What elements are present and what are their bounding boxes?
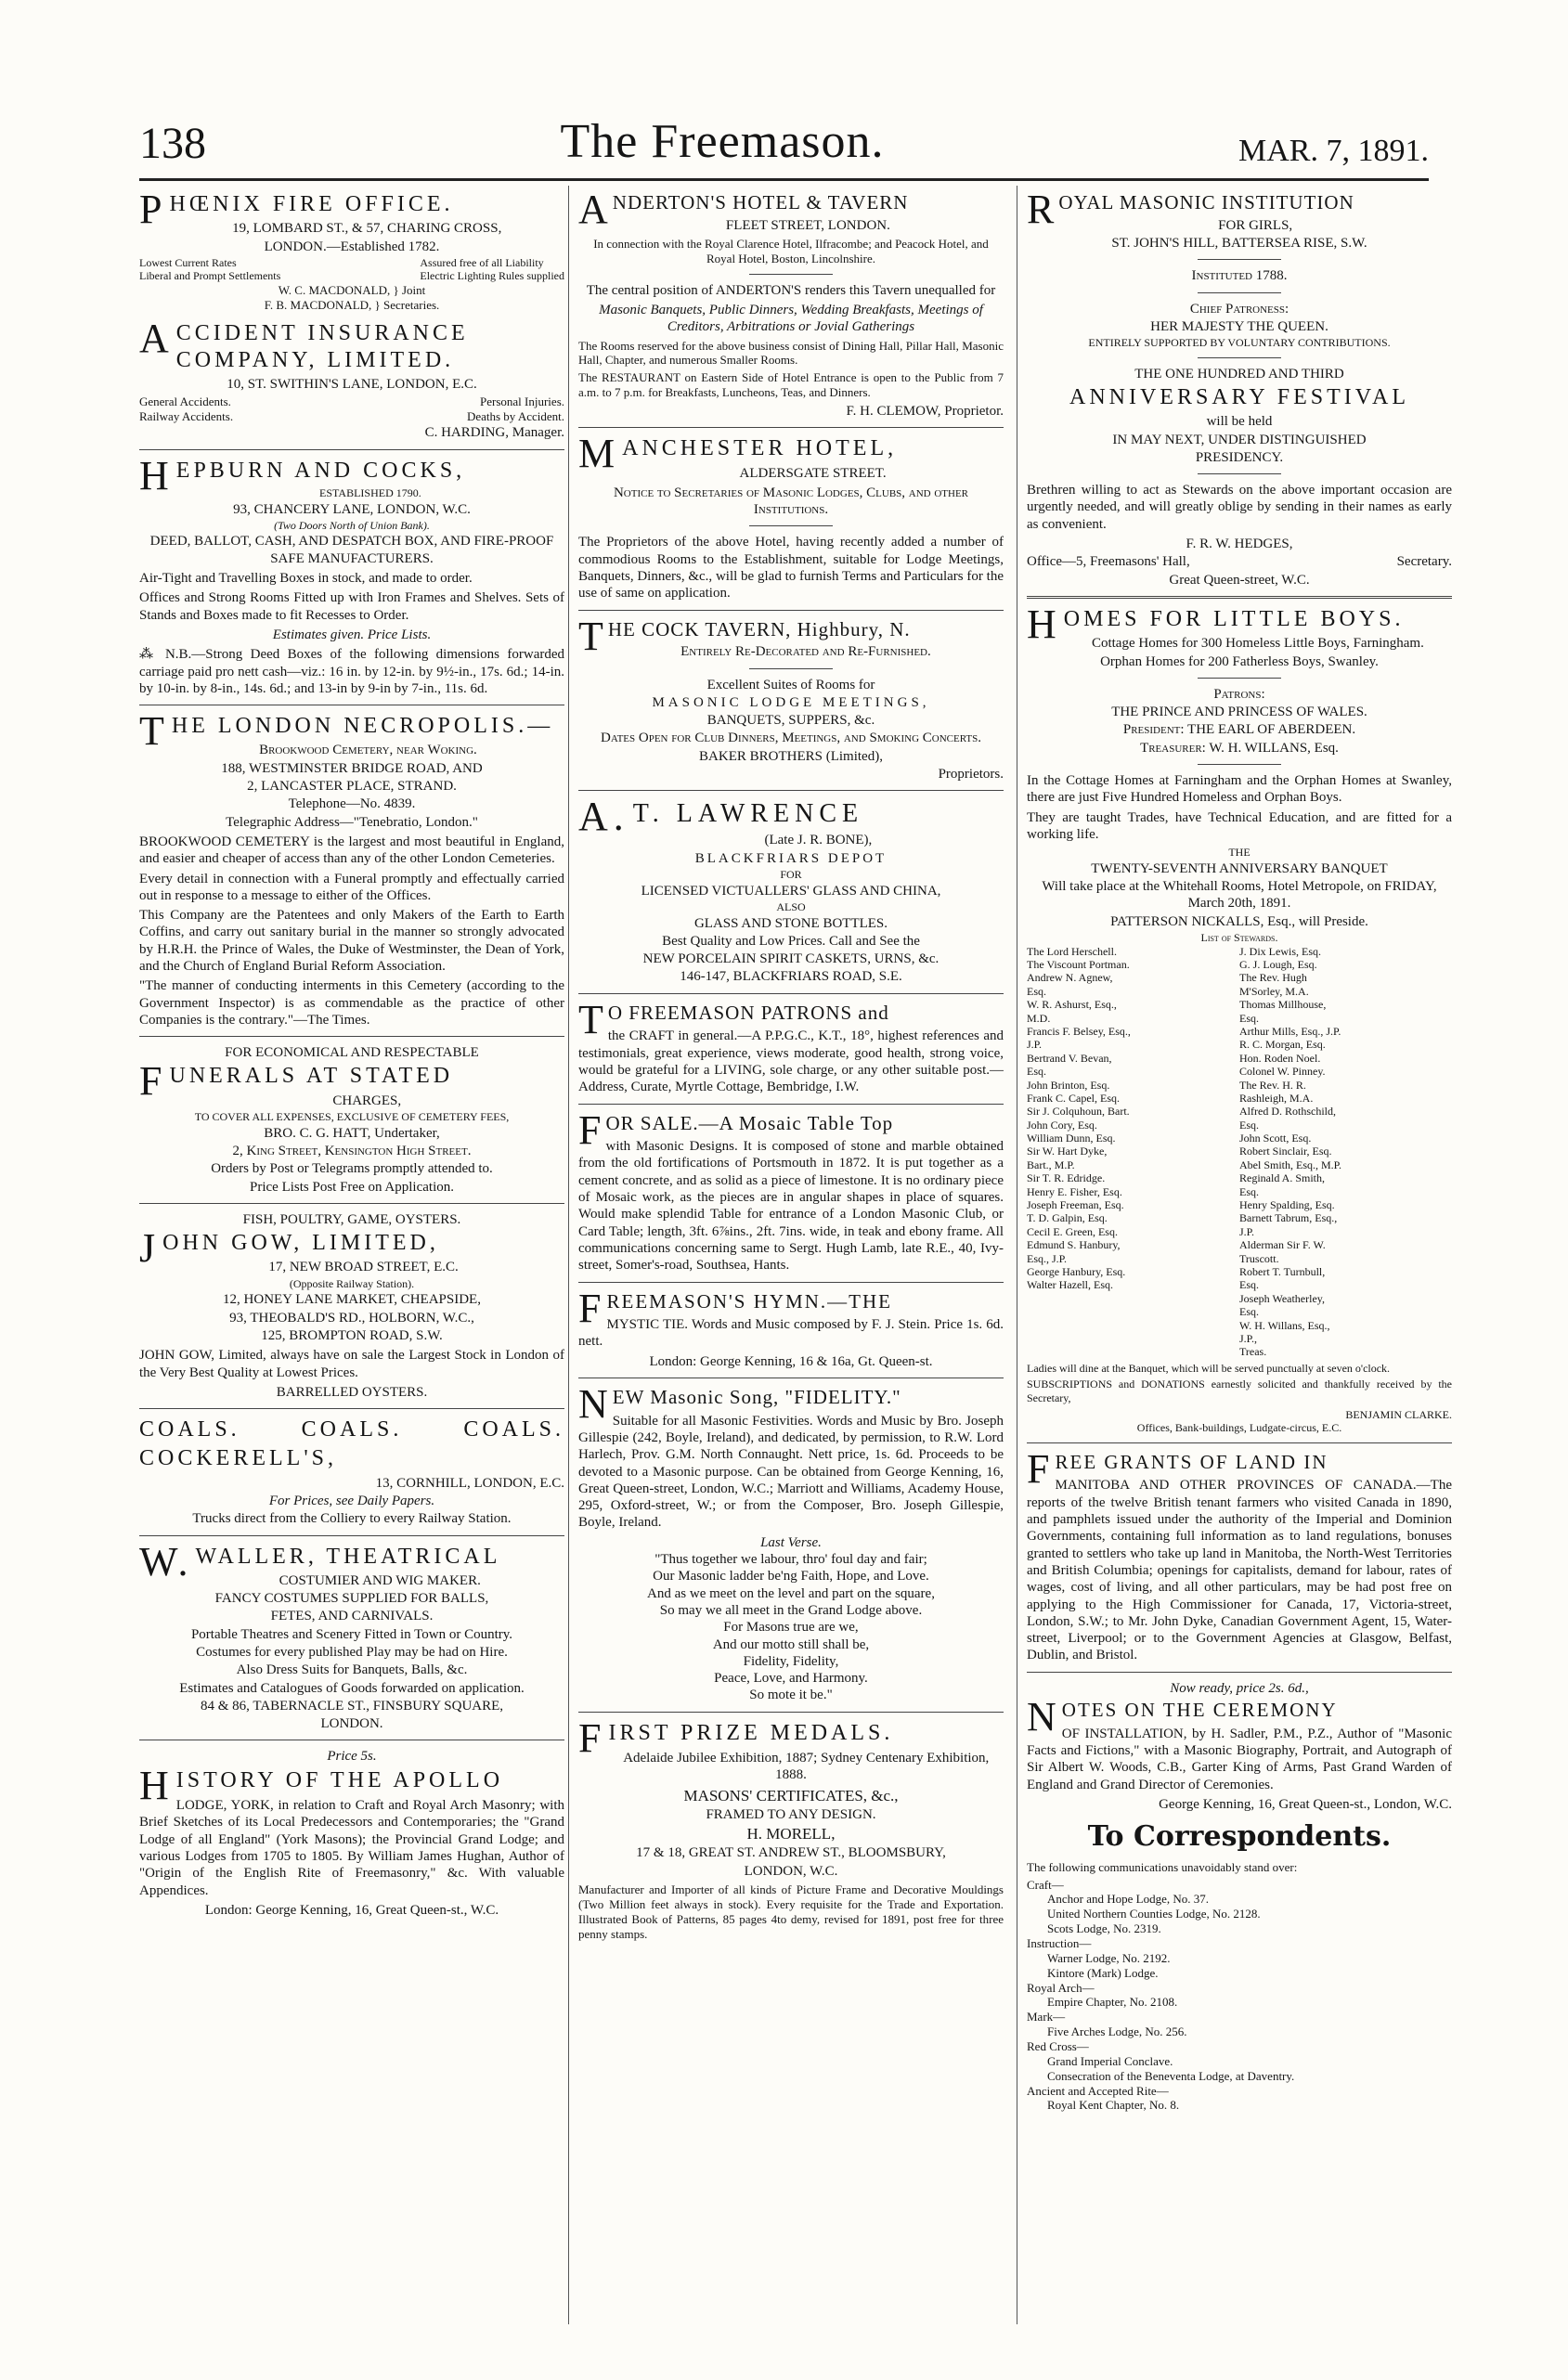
ad-anderton [578, 187, 1004, 420]
label: Treasurer: [1140, 740, 1206, 756]
stewards-right [1239, 945, 1452, 1359]
label: President: [1122, 722, 1185, 738]
ad-line: Estimates and Catalogues of Goods forwarded on application. [179, 1680, 525, 1696]
ad-line: THE ONE HUNDRED AND THIRD [1134, 366, 1344, 382]
ad-line: FOR ECONOMICAL AND RESPECTABLE [225, 1045, 479, 1061]
steward-name: John Scott, Esq. [1239, 1132, 1312, 1145]
steward-name: Andrew N. Agnew, Esq. [1027, 971, 1113, 998]
ad-line: HER MAJESTY THE QUEEN. [1150, 318, 1328, 334]
ad-line [1027, 721, 1452, 738]
ad-title: TO FREEMASON PATRONS and [578, 996, 889, 1042]
steward-name: Arthur Mills, Esq., J.P. [1239, 1024, 1341, 1038]
ad-line: MASONS' CERTIFICATES, &c., [683, 1786, 899, 1804]
divider [578, 1712, 1004, 1713]
value: THE EARL OF ABERDEEN. [1187, 722, 1356, 738]
correspondent-item: Consecration of the Beneventa Lodge, at Daventry. [1047, 2068, 1295, 2083]
ad-line: BAKER BROTHERS (Limited), [699, 748, 883, 764]
steward-name: Alderman Sir F. W. Truscott. [1239, 1238, 1326, 1265]
ad-line: CHARGES, [332, 1093, 402, 1108]
ad-address: 188, WESTMINSTER BRIDGE ROAD, AND [221, 760, 483, 776]
masthead-title: The Freemason. [560, 115, 885, 168]
ad-address: 19, LOMBARD ST., & 57, CHARING CROSS, [232, 221, 502, 237]
ad-title: JOHN GOW, LIMITED, [139, 1225, 439, 1272]
ad-title: FOR SALE.—A Mosaic Table Top [578, 1106, 894, 1153]
ad-address: LONDON, W.C. [744, 1863, 838, 1879]
ad-line: NEW PORCELAIN SPIRIT CASKETS, URNS, &c. [642, 951, 940, 967]
ad-title: ANDERTON'S HOTEL & TAVERN [578, 187, 909, 232]
column-2 [578, 186, 1004, 1948]
ad-text: the CRAFT in general.—A P.P.G.C., K.T., 18°, highest references and testimonials, great experience, views moderate, good health, strong voice, would be grateful for a LIVING, sole charge, or any other suitable post.—Address, Curate, Myrtle Cottage, Bembridge, I.W. [578, 1028, 1004, 1095]
ad-text: MANITOBA AND OTHER PROVINCES OF CANADA.—The reports of the twelve British tenant farmers who visited Canada in 1890, and pamphlets issued under the authority of the Imperial and Dominion Governments, containing full information as to land regulations, bonuses granted to settlers who take up land in Manitoba, the North-West Territories and British Columbia; openings for capitalists, demand for labour, rates of wages, cost of living, and all other particulars, may be had post free on applying to the High Commissioner for Canada, 17, Victoria-street, London, S.W.; to Mr. John Dyke, Canadian Government Agent, 15, Water-street, Liverpool; or to the Government Agencies at Glasgow, Belfast, Dublin, and Bristol. [1027, 1478, 1452, 1663]
ad-line: Lowest Current Rates Liberal and Prompt Settlements [139, 255, 281, 283]
steward-name: Joseph Weatherley, Esq. [1239, 1291, 1326, 1319]
correspondent-item: Mark— [1027, 2010, 1066, 2024]
ad-line: ALSO [776, 899, 806, 913]
steward-name: John Brinton, Esq. [1027, 1078, 1110, 1092]
correspondent-item: Ancient and Accepted Rite— [1027, 2083, 1169, 2098]
ad-line: FETES, AND CARNIVALS. [270, 1609, 434, 1624]
verse-line: So mote it be." [749, 1688, 833, 1703]
divider [1027, 1672, 1452, 1673]
steward-name: Bertrand V. Bevan, Esq. [1027, 1051, 1112, 1079]
ad-columns [1027, 553, 1452, 570]
divider [1027, 1442, 1452, 1443]
correspondent-item: United Northern Counties Lodge, No. 2128. [1047, 1907, 1261, 1921]
ad-text: Brethren willing to act as Stewards on the above important occasion are urgently needed, and will greatly oblige by sending in their names as early as convenient. [1027, 483, 1452, 532]
ad-line: (Opposite Railway Station). [289, 1276, 415, 1290]
ad-title: FREEMASON'S HYMN.—THE [578, 1285, 892, 1331]
ad-line: Secretary. [1396, 554, 1452, 570]
steward-name: The Rev. Hugh M'Sorley, M.A. [1239, 971, 1309, 998]
verse-line: And as we meet on the level and part on the square, [647, 1585, 935, 1601]
divider [1027, 596, 1452, 599]
ad-line: Price Lists Post Free on Application. [250, 1179, 454, 1195]
ad-notes-ceremony [1027, 1680, 1452, 1813]
ad-coals [139, 1416, 564, 1527]
ad-freemasons-hymn [578, 1285, 1004, 1371]
ad-text: Suitable for all Masonic Festivities. Words and Music by Bro. Joseph Gillespie (242, Boyle, Ireland), and dedicated, by permission, to R.W. Lord Harlech, Prov. G.M. North Connaught. Nett price, 1s. 6d. Proceeds to be devoted to a Masonic purpose. Can be obtained from George Kenning, 16, Great Queen-street, London, W.C.; Marriott and Williams, Academy House, 295, Oxford-street, W.; or from the Composer, Bro. Joseph Gillespie, Boyle, Ireland. [578, 1413, 1004, 1531]
ad-line: GLASS AND STONE BOTTLES. [693, 915, 888, 931]
steward-name: The Rev. H. R. Rashleigh, M.A. [1239, 1078, 1314, 1105]
ad-line: Now ready, price 2s. 6d., [1170, 1680, 1309, 1696]
divider [749, 274, 833, 275]
ad-line: FOR GIRLS, [1218, 217, 1293, 233]
divider [578, 1282, 1004, 1283]
steward-name: R. C. Morgan, Esq. [1239, 1038, 1326, 1052]
ad-line: Brookwood Cemetery, near Woking. [259, 743, 477, 758]
ad-text: Offices and Strong Rooms Fitted up with Iron Frames and Shelves. Sets of Stands and Boxes made to fit Recesses to Order. [139, 590, 564, 623]
ad-line: For Prices, see Daily Papers. [268, 1493, 435, 1508]
issue-date: MAR. 7, 1891. [1238, 134, 1429, 168]
steward-name: T. D. Galpin, Esq. [1027, 1211, 1108, 1225]
ad-text: "The manner of conducting interments in this Cemetery (according to the Government Inspector) is as commendable as the practice of other Companies is the contrary."—The Times. [139, 978, 564, 1028]
correspondent-item: Scots Lodge, No. 2319. [1047, 1921, 1161, 1936]
steward-name: W. R. Ashurst, Esq., M.D. [1027, 998, 1117, 1025]
ad-title: ANNIVERSARY FESTIVAL [1069, 385, 1410, 410]
ad-morell [578, 1714, 1004, 1942]
ad-address: 2, LANCASTER PLACE, STRAND. [247, 779, 457, 795]
ad-signature: C. HARDING, Manager. [424, 425, 564, 441]
ad-text: The Rooms reserved for the above business consist of Dining Hall, Pillar Hall, Masonic Hall, Chapter, and numerous Smaller Rooms. [578, 338, 1004, 368]
ad-text: JOHN GOW, Limited, always have on sale the Largest Stock in London of the Very Best Quality at Lowest Prices. [139, 1348, 564, 1380]
ad-line: Chief Patroness: [1189, 301, 1289, 317]
steward-name: W. H. Willans, Esq., J.P., [1239, 1318, 1330, 1345]
verse-line: "Thus together we labour, thro' foul day and fair; [654, 1552, 927, 1568]
ad-text: MYSTIC TIE. Words and Music composed by F. J. Stein. Price 1s. 6d. nett. [578, 1317, 1004, 1350]
ad-line: Best Quality and Low Prices. Call and See the [662, 933, 920, 949]
ad-line: will be held [1206, 414, 1273, 430]
verse-line: For Masons true are we, [723, 1620, 859, 1636]
ad-text: They are taught Trades, have Technical Education, and are fitted for a working life. [1027, 809, 1452, 842]
ad-line: Deaths by Accident. [466, 408, 564, 423]
ad-line: BRO. C. G. HATT, Undertaker, [264, 1125, 440, 1141]
divider [1198, 259, 1281, 260]
ad-text: with Masonic Designs. It is composed of stone and marble obtained from the old fortifications of Portsmouth in 1872. It is put together as a cement concrete, and as solid as a piece of limestone. It is no ordinary piece of Mosaic work, as the pieces are in angular shapes in place of squares. Would make splendid Table for entrance of a London Masonic Club, or Card Table; length, 3ft. 6⅞ins., 2ft. 7ins. wide, in teak and ebony frame. All communications concerning same to Sergt. Hugh Lamb, late R.E., 40, Ivy-street, Somer's-road, Southsea, Hants. [578, 1139, 1004, 1274]
ad-address: 125, BROMPTON ROAD, S.W. [261, 1327, 443, 1343]
ad-address: 84 & 86, TABERNACLE ST., FINSBURY SQUARE, [200, 1698, 504, 1714]
steward-name: Abel Smith, Esq., M.P. [1239, 1158, 1342, 1171]
ad-waller [139, 1538, 564, 1733]
steward-name: Thomas Millhouse, Esq. [1239, 998, 1327, 1025]
ad-text: Masonic Banquets, Public Dinners, Wedding Breakfasts, Meetings of Creditors, Arbitrations or Jovial Gatherings [599, 302, 983, 335]
ad-line: PRESIDENCY. [1195, 449, 1284, 465]
ad-line: FANCY COSTUMES SUPPLIED FOR BALLS, [214, 1591, 489, 1607]
ad-for-sale [578, 1106, 1004, 1274]
ad-line [1027, 740, 1452, 757]
ad-hepburn [139, 452, 564, 697]
ad-line: BLACKFRIARS DEPOT [694, 850, 888, 866]
divider [1198, 292, 1281, 293]
ad-apollo [139, 1748, 564, 1919]
steward-name: Cecil E. Green, Esq. [1027, 1224, 1118, 1238]
ad-title-part: COALS. [463, 1417, 564, 1442]
steward-name: J. Dix Lewis, Esq. [1239, 944, 1321, 958]
ad-line: Personal Injuries. [480, 394, 564, 408]
ad-address: FLEET STREET, LONDON. [725, 217, 890, 233]
value: W. H. WILLANS, Esq. [1209, 740, 1339, 756]
ad-text: Every detail in connection with a Funeral promptly and effectually carried out in response to a message to either of the Offices. [139, 871, 564, 903]
ad-signature: F. H. CLEMOW, Proprietor. [846, 403, 1004, 419]
stewards-list [1027, 945, 1452, 1359]
ad-line: Telephone—No. 4839. [288, 796, 416, 812]
steward-name: Hon. Roden Noel. [1239, 1051, 1321, 1065]
ad-columns [139, 256, 564, 283]
ad-line: COSTUMIER AND WIG MAKER. [279, 1572, 481, 1588]
ad-line: Telegraphic Address—"Tenebratio, London." [226, 814, 478, 830]
header-rule [139, 178, 1429, 181]
ad-title: PHŒNIX FIRE OFFICE. [139, 187, 454, 232]
ad-line: General Accidents. [139, 394, 231, 408]
steward-name: Joseph Freeman, Esq. [1027, 1198, 1124, 1212]
steward-name: Frank C. Capel, Esq. [1027, 1091, 1120, 1105]
steward-name: Francis F. Belsey, Esq., J.P. [1027, 1024, 1131, 1052]
ad-text: Adelaide Jubilee Exhibition, 1887; Sydney Centenary Exhibition, 1888. [623, 1750, 990, 1783]
ad-title: FREE GRANTS OF LAND IN [1027, 1445, 1328, 1492]
ad-title: COCKERELL'S, [139, 1446, 337, 1471]
divider [749, 525, 833, 526]
steward-name: G. J. Lough, Esq. [1239, 958, 1317, 972]
divider [1198, 764, 1281, 765]
steward-name: Robert Sinclair, Esq. [1239, 1145, 1332, 1158]
ad-signature: F. R. W. HEDGES, [1186, 537, 1293, 552]
ad-line: Railway Accidents. [139, 408, 234, 423]
ad-address: 2, King Street, Kensington High Street. [232, 1143, 472, 1158]
ad-line: H. MORELL, [746, 1824, 836, 1843]
ad-text: The RESTAURANT on Eastern Side of Hotel Entrance is open to the Public from 7 a.m. to 7 p.m. for Breakfasts, Luncheons, Teas, and Dinners. [578, 370, 1004, 400]
ad-line: Portable Theatres and Scenery Fitted in Town or Country. [190, 1626, 513, 1642]
column-1 [139, 186, 564, 1926]
ad-text: Air-Tight and Travelling Boxes in stock, and made to order. [139, 571, 473, 587]
ad-line: Costumes for every published Play may be had on Hire. [196, 1644, 508, 1660]
ad-line: Cottage Homes for 300 Homeless Little Boys, Farningham. [1091, 636, 1424, 652]
section-title: To Correspondents. [1087, 1820, 1392, 1854]
ad-title-part: COALS. [301, 1417, 403, 1442]
correspondent-item: Five Arches Lodge, No. 256. [1047, 2024, 1187, 2039]
ad-john-gow [139, 1211, 564, 1401]
ad-title: ROYAL MASONIC INSTITUTION [1027, 187, 1354, 232]
correspondent-item: Empire Chapter, No. 2108. [1047, 1995, 1178, 2010]
correspondent-item: Anchor and Hope Lodge, No. 37. [1047, 1892, 1210, 1907]
ad-phoenix [139, 187, 564, 313]
ad-line: Trucks direct from the Colliery to every Railway Station. [192, 1511, 512, 1527]
steward-name: Robert T. Turnbull, Esq. [1239, 1265, 1326, 1292]
ad-signature: BENJAMIN CLARKE. [1345, 1407, 1452, 1421]
ad-line: TO COVER ALL EXPENSES, EXCLUSIVE OF CEMETERY FEES, [194, 1110, 510, 1124]
ad-homes-for-little-boys [1027, 601, 1452, 1435]
ad-line: London: George Kenning, 16 & 16a, Gt. Queen-st. [649, 1353, 933, 1369]
page-header [139, 110, 1429, 169]
divider [578, 790, 1004, 791]
ad-title: MANCHESTER HOTEL, [578, 431, 898, 477]
ad-columns [139, 395, 564, 409]
ad-line: Entirely Re-Decorated and Re-Furnished. [680, 644, 931, 660]
steward-name: Colonel W. Pinney. [1239, 1065, 1326, 1079]
ad-line: TWENTY-SEVENTH ANNIVERSARY BANQUET [1091, 860, 1388, 876]
stewards-left [1027, 945, 1239, 1359]
ad-text: The Proprietors of the above Hotel, having recently added a number of commodious Rooms to the Establishment, suitable for Lodge Meetings, Banquets, Dinners, &c., will be glad to furnish Terms and Particulars for the use of same on application. [578, 535, 1004, 601]
ad-title [139, 1416, 564, 1443]
ad-title: HEPBURN AND COCKS, [139, 452, 466, 498]
ad-line: Estimates given. Price Lists. [272, 627, 432, 642]
correspondent-item: Grand Imperial Conclave. [1047, 2053, 1173, 2068]
steward-name: Alfred D. Rothschild, Esq. [1239, 1105, 1336, 1132]
steward-name: The Viscount Portman. [1027, 958, 1130, 972]
ad-title: HISTORY OF THE APOLLO [139, 1762, 504, 1808]
ad-address: ALDERSGATE STREET. [739, 465, 887, 481]
ad-line: BARRELLED OYSTERS. [276, 1384, 428, 1400]
ad-title: FUNERALS AT STATED [139, 1058, 454, 1105]
divider [139, 1203, 564, 1204]
ad-line: LICENSED VICTUALLERS' GLASS AND CHINA, [641, 883, 941, 899]
ad-title-part: COALS. [139, 1417, 240, 1442]
ad-line: ESTABLISHED 1790. [319, 485, 421, 499]
ad-line: LONDON.—Established 1782. [264, 239, 440, 254]
ad-address: Offices, Bank-buildings, Ludgate-circus, E.C. [1136, 1421, 1342, 1435]
ad-line: List of Stewards. [1200, 931, 1278, 944]
ad-line: (Late J. R. BONE), [764, 833, 873, 848]
correspondent-item: Craft— [1027, 1877, 1064, 1892]
divider [1198, 678, 1281, 679]
ad-line: George Kenning, 16, Great Queen-st., London, W.C. [1159, 1796, 1452, 1812]
correspondent-item: Red Cross— [1027, 2039, 1089, 2054]
divider [578, 1104, 1004, 1105]
ad-title: W.WALLER, THEATRICAL [139, 1538, 501, 1585]
ad-line: Dates Open for Club Dinners, Meetings, and Smoking Concerts. [601, 731, 981, 746]
verse-line: Our Masonic ladder be'ng Faith, Hope, and Love. [653, 1569, 929, 1585]
ad-line: MASONIC LODGE MEETINGS, [652, 694, 930, 710]
ad-address: 17 & 18, GREAT ST. ANDREW ST., BLOOMSBURY, [636, 1845, 946, 1861]
section-correspondents [1027, 1820, 1452, 2113]
ad-text: SUBSCRIPTIONS and DONATIONS earnestly solicited and thankfully received by the Secretary, [1027, 1378, 1452, 1404]
ad-title: NOTES ON THE CEREMONY [1027, 1694, 1338, 1740]
ad-text: In the Cottage Homes at Farningham and the Orphan Homes at Swanley, there are just Five Hundred Homeless and Orphan Boys. [1027, 773, 1452, 806]
ad-line: Instituted 1788. [1191, 268, 1288, 284]
ad-address: ST. JOHN'S HILL, BATTERSEA RISE, S.W. [1111, 235, 1367, 251]
ad-line: Patrons: [1213, 686, 1265, 702]
steward-name: Sir T. R. Edridge. [1027, 1171, 1106, 1185]
correspondents-list [1027, 1878, 1452, 2114]
ad-line: Orphan Homes for 200 Fatherless Boys, Swanley. [1100, 653, 1379, 669]
steward-name: William Dunn, Esq. [1027, 1132, 1116, 1145]
ad-text: In connection with the Royal Clarence Hotel, Ilfracombe; and Peacock Hotel, and Royal Hotel, Boston, Lincolnshire. [593, 236, 989, 265]
ad-line: FISH, POULTRY, GAME, OYSTERS. [242, 1211, 461, 1227]
ad-title: FIRST PRIZE MEDALS. [578, 1714, 894, 1761]
ad-line: Office—5, Freemasons' Hall, [1027, 554, 1190, 570]
ad-line: London: George Kenning, 16, Great Queen-st., W.C. [204, 1902, 499, 1918]
divider [578, 993, 1004, 994]
ad-line: DEED, BALLOT, CASH, AND DESPATCH BOX, AND FIRE-PROOF SAFE MANUFACTURERS. [149, 534, 554, 566]
ad-line: Excellent Suites of Rooms for [706, 677, 875, 692]
section-intro: The following communications unavoidably stand over: [1027, 1859, 1298, 1874]
ad-text: The central position of ANDERTON'S renders this Tavern unequalled for [586, 282, 996, 298]
correspondent-item: Instruction— [1027, 1936, 1092, 1951]
steward-name: Treas. [1239, 1345, 1267, 1359]
divider [139, 1535, 564, 1536]
ad-line: Assured free of all Liability Electric Lighting Rules supplied [420, 255, 564, 283]
divider [139, 449, 564, 450]
ad-address: 10, ST. SWITHIN'S LANE, LONDON, E.C. [227, 377, 477, 393]
ad-text: OF INSTALLATION, by H. Sadler, P.M., P.Z., Author of "Masonic Facts and Fictions," with a Masonic Biography, Portrait, and Autograph of Sir Albert W. Woods, C.B., Garter King of Arms, Past Grand Warden of England and Grand Director of Ceremonies. [1027, 1726, 1452, 1792]
ad-line: Also Dress Suits for Banquets, Balls, &c. [236, 1662, 468, 1678]
ad-address: 93, THEOBALD'S RD., HOLBORN, W.C., [229, 1310, 474, 1326]
steward-name: Barnett Tabrum, Esq., J.P. [1239, 1211, 1338, 1238]
verse-line: Peace, Love, and Harmony. [714, 1671, 868, 1687]
ad-text: BROOKWOOD CEMETERY is the largest and most beautiful in England, and easier and cheaper of access than any of the other London Cemeteries. [139, 834, 564, 867]
ad-address: Great Queen-street, W.C. [1169, 572, 1310, 588]
ad-funerals [139, 1044, 564, 1196]
ad-text: LODGE, YORK, in relation to Craft and Royal Arch Masonry; with Brief Sketches of its Local Predecessors and Contemporaries; the "Grand Lodge of all England" (York Masons); the Provincial Grand Lodge; and various Lodges from 1705 to 1805. By William James Hughan, Author of "Origin of the English Rite of Freemasonry," &c. With valuable Appendices. [139, 1798, 564, 1898]
steward-name: Henry Spalding, Esq. [1239, 1198, 1335, 1212]
ad-free-grants [1027, 1445, 1452, 1664]
steward-name: Sir W. Hart Dyke, Bart., M.P. [1027, 1145, 1108, 1171]
correspondent-item: Kintore (Mark) Lodge. [1047, 1965, 1159, 1980]
ad-text: Manufacturer and Importer of all kinds of Picture Frame and Decorative Mouldings (Two Million feet always in stock). Every requisite for the Trade and Exportation. Illustrated Book of Patterns, 85 pages 4to demy, revised for 1891, post free for three penny stamps. [578, 1882, 1004, 1941]
divider [139, 1036, 564, 1037]
verse-line: So may we all meet in the Grand Lodge above. [659, 1602, 923, 1618]
ad-cock-tavern [578, 613, 1004, 783]
steward-name: John Cory, Esq. [1027, 1118, 1097, 1132]
divider [578, 427, 1004, 428]
steward-name: George Hanbury, Esq. [1027, 1265, 1126, 1278]
verse [578, 1551, 1004, 1704]
ad-freemason-patrons [578, 996, 1004, 1096]
ad-royal-masonic-institution [1027, 187, 1452, 589]
ad-line: Orders by Post or Telegrams promptly attended to. [211, 1161, 493, 1177]
correspondent-item: Warner Lodge, No. 2192. [1047, 1950, 1171, 1965]
ad-columns [139, 409, 564, 424]
ad-title: A.T. LAWRENCE [578, 794, 864, 840]
ad-line: THE PRINCE AND PRINCESS OF WALES. [1111, 705, 1367, 720]
ad-line: FRAMED TO ANY DESIGN. [706, 1807, 876, 1823]
ad-text: This Company are the Patentees and only Makers of the Earth to Earth Coffins, and carry out sanitary burial in the manner so strongly advocated by H.R.H. the Prince of Wales, the Duke of Westminster, the Dean of York, and the Church of England Burial Reform Association. [139, 908, 564, 974]
ad-line: IN MAY NEXT, UNDER DISTINGUISHED [1112, 432, 1367, 447]
ad-price: Price 5s. [327, 1749, 377, 1765]
ad-title: THE LONDON NECROPOLIS.— [139, 708, 554, 755]
steward-name: Henry E. Fisher, Esq. [1027, 1184, 1122, 1198]
verse-line: And our motto still shall be, [712, 1636, 870, 1652]
ad-line: PATTERSON NICKALLS, Esq., will Preside. [1110, 913, 1368, 929]
column-3 [1027, 186, 1452, 2120]
ad-signature: Proprietors. [938, 766, 1004, 782]
divider [1198, 357, 1281, 358]
ad-title: ACCIDENT INSURANCE COMPANY, LIMITED. [139, 315, 469, 373]
ad-line: THE [1228, 846, 1251, 860]
ad-address: 146-147, BLACKFRIARS ROAD, S.E. [680, 969, 902, 985]
steward-name: Reginald A. Smith, Esq. [1239, 1171, 1326, 1198]
verse-title: Last Verse. [760, 1534, 822, 1550]
divider [1198, 473, 1281, 474]
divider [749, 668, 833, 669]
ad-line: (Two Doors North of Union Bank). [274, 518, 430, 532]
ad-line: BANQUETS, SUPPERS, &c. [706, 713, 875, 729]
ad-accident [139, 315, 564, 442]
steward-name: Sir J. Colquhoun, Bart. [1027, 1105, 1130, 1119]
verse-line: Fidelity, Fidelity, [743, 1653, 839, 1669]
steward-name: Edmund S. Hanbury, Esq., J.P. [1027, 1238, 1121, 1265]
steward-name: Walter Hazell, Esq. [1027, 1278, 1113, 1292]
ad-title: THE COCK TAVERN, Highbury, N. [578, 613, 911, 659]
steward-name: The Lord Herschell. [1027, 944, 1117, 958]
ad-address: 12, HONEY LANE MARKET, CHEAPSIDE, [223, 1292, 481, 1308]
ad-line: ENTIRELY SUPPORTED BY VOLUNTARY CONTRIBUTIONS. [1088, 336, 1391, 350]
ad-text: ⁂ N.B.—Strong Deed Boxes of the following dimensions forwarded carriage paid pro nett cash—viz.: 16 in. by 12-in. by 9½-in., 17s. 6d.; 14-in. by 10-in. by 8-in., 14s. 6d.; and 13-in by 9-in by 7-in., 11s. 6d. [139, 647, 564, 696]
ad-lawrence [578, 794, 1004, 985]
ad-signature: W. C. MACDONALD, } Joint F. B. MACDONALD, } Secretaries. [264, 283, 440, 312]
page-number: 138 [139, 119, 206, 168]
ad-title: NEW Masonic Song, "FIDELITY." [578, 1381, 901, 1428]
ad-address: 13, CORNHILL, LONDON, E.C. [375, 1475, 564, 1491]
ad-line: FOR [780, 868, 802, 882]
ad-address: LONDON. [320, 1716, 383, 1732]
ad-title: HOMES FOR LITTLE BOYS. [1027, 601, 1405, 647]
divider [578, 610, 1004, 611]
ad-manchester-hotel [578, 431, 1004, 601]
divider [139, 1408, 564, 1409]
ad-address: 93, CHANCERY LANE, LONDON, W.C. [233, 501, 471, 517]
ad-line: Will take place at the Whitehall Rooms, Hotel Metropole, on FRIDAY, March 20th, 1891. [1042, 879, 1437, 912]
ad-fidelity-song [578, 1381, 1004, 1704]
correspondent-item: Royal Kent Chapter, No. 8. [1047, 2098, 1180, 2113]
column-rule [568, 186, 569, 2324]
ad-address: 17, NEW BROAD STREET, E.C. [268, 1260, 459, 1275]
ad-necropolis [139, 708, 564, 1028]
ad-text: Ladies will dine at the Banquet, which will be served punctually at seven o'clock. [1027, 1361, 1391, 1375]
ad-text: Notice to Secretaries of Masonic Lodges, Clubs, and other Institutions. [613, 485, 969, 518]
correspondent-item: Royal Arch— [1027, 1980, 1095, 1995]
